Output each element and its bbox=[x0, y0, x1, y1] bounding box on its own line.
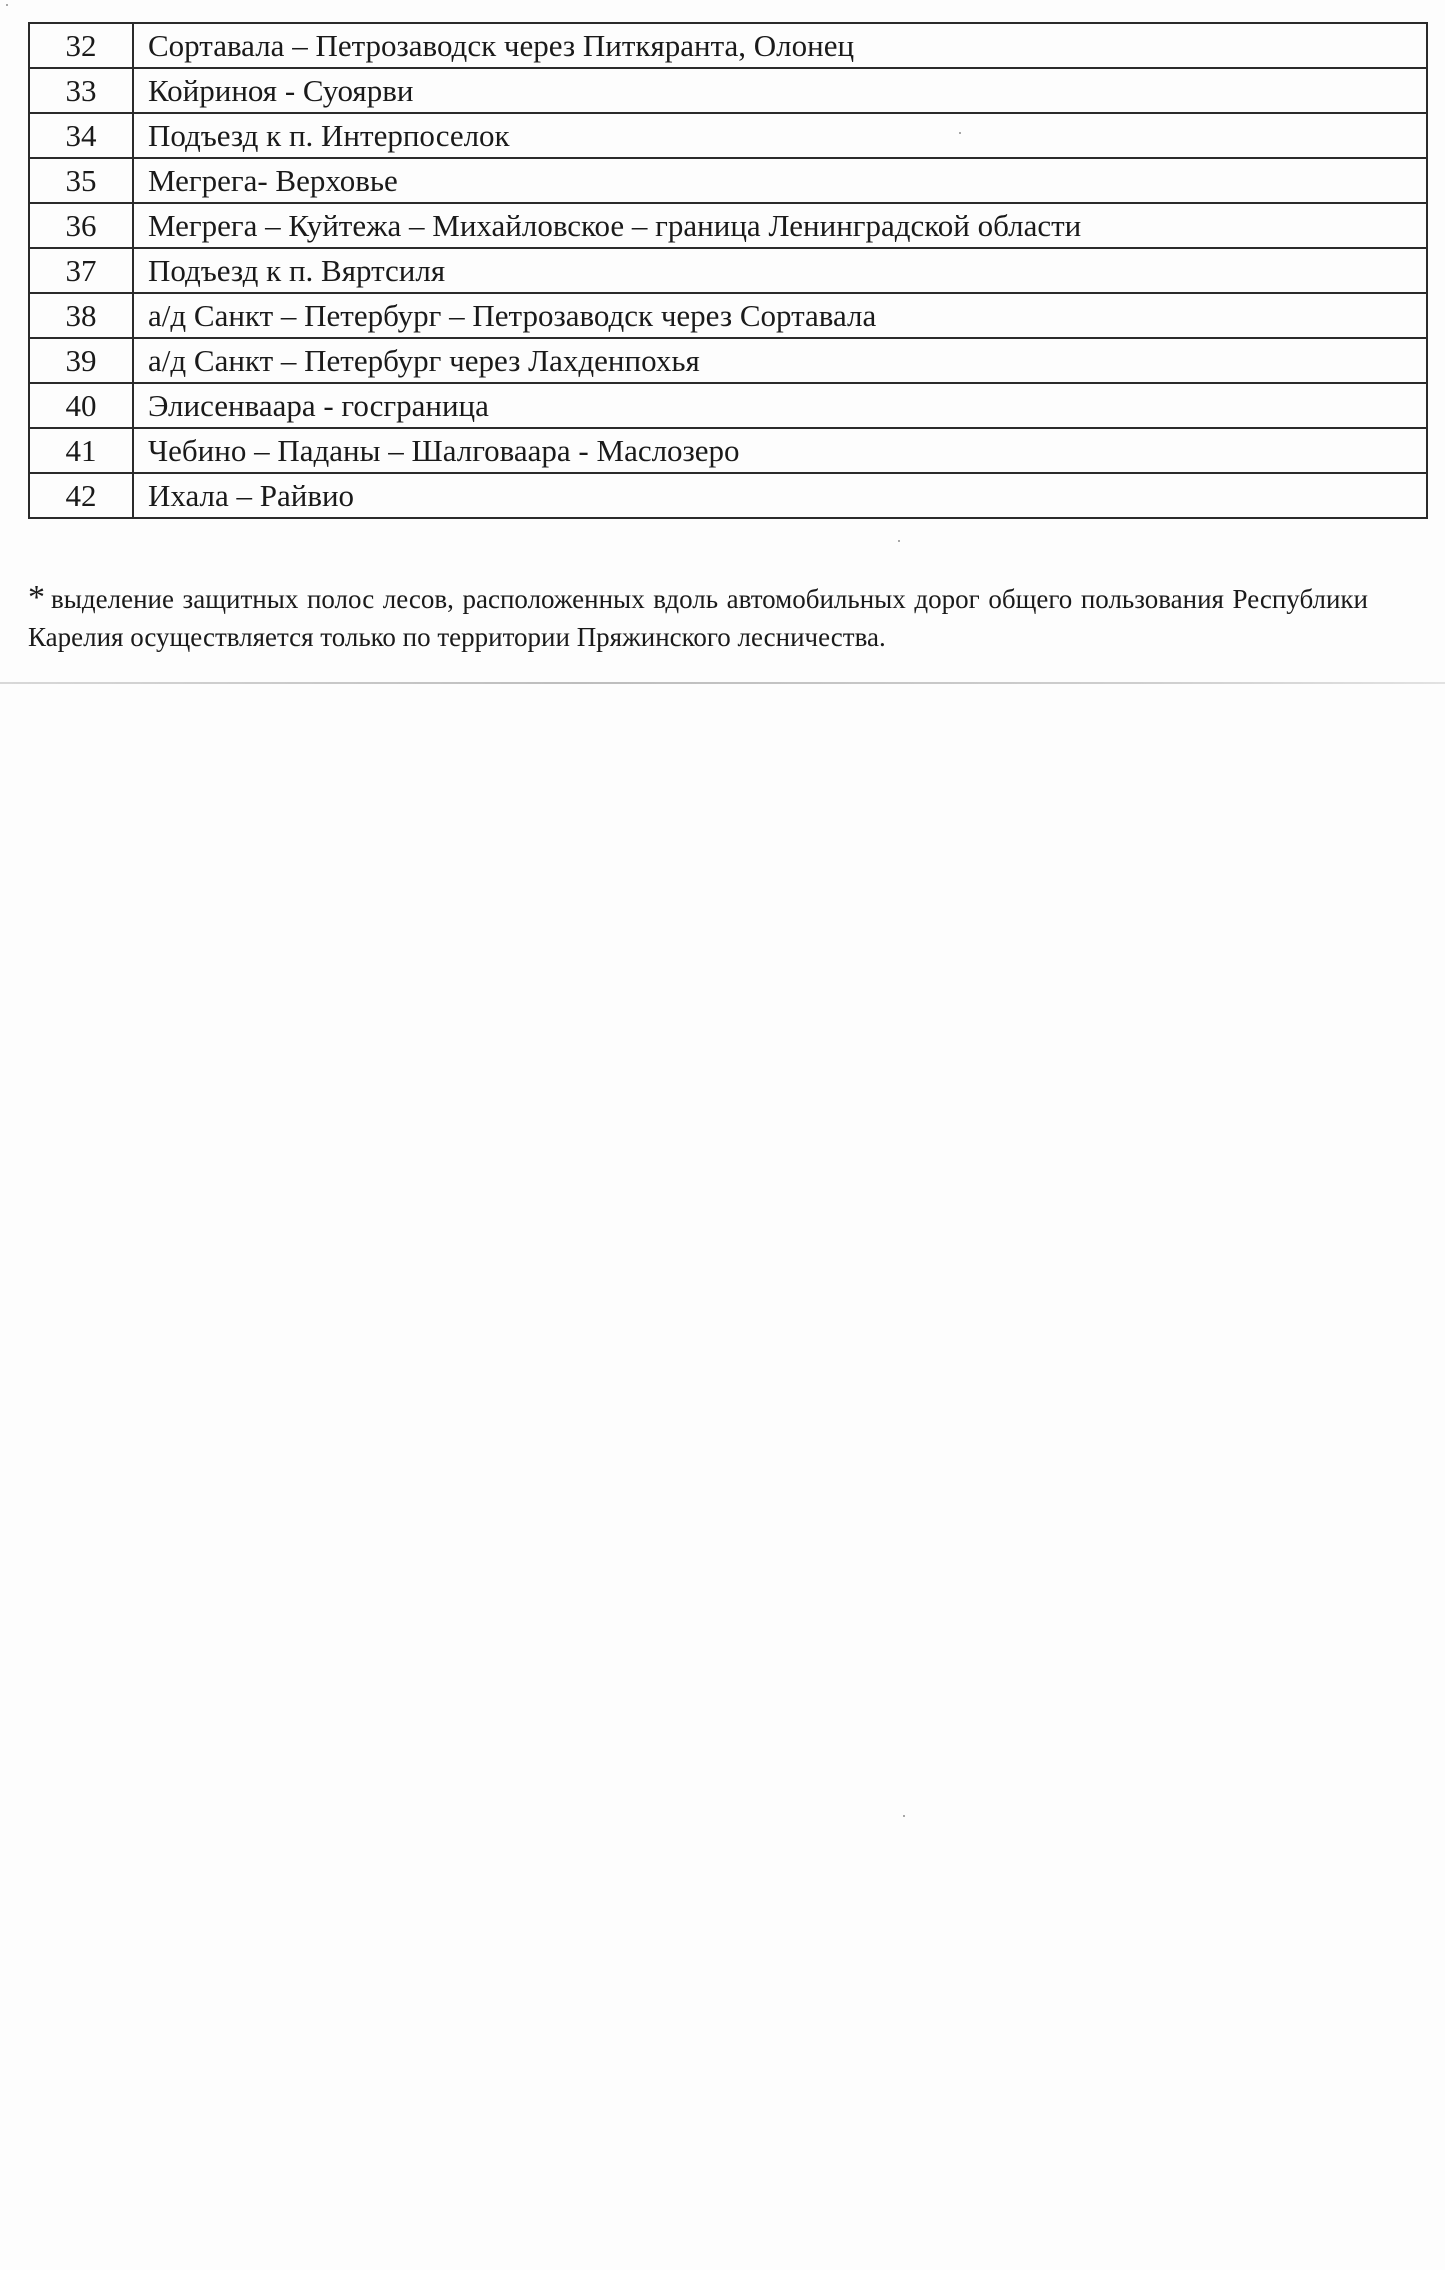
row-number: 32 bbox=[29, 23, 133, 68]
page-edge-line bbox=[0, 682, 1445, 684]
scan-speck bbox=[903, 1815, 905, 1817]
row-number: 42 bbox=[29, 473, 133, 518]
row-number: 38 bbox=[29, 293, 133, 338]
road-name: Койриноя - Суоярви bbox=[133, 68, 1427, 113]
road-name: Элисенваара - госграница bbox=[133, 383, 1427, 428]
table-row bbox=[29, 248, 1427, 293]
road-name: Чебино – Паданы – Шалговаара - Маслозеро bbox=[133, 428, 1427, 473]
road-name: Мегрега – Куйтежа – Михайловское – граница Ленинградской области bbox=[133, 203, 1427, 248]
roads-table bbox=[28, 22, 1428, 519]
road-name: Сортавала – Петрозаводск через Питкяранта, Олонец bbox=[133, 23, 1427, 68]
road-name: а/д Санкт – Петербург – Петрозаводск через Сортавала bbox=[133, 293, 1427, 338]
scan-speck bbox=[6, 4, 8, 6]
row-number: 35 bbox=[29, 158, 133, 203]
table-row bbox=[29, 293, 1427, 338]
road-name: Ихала – Райвио bbox=[133, 473, 1427, 518]
road-name: а/д Санкт – Петербург через Лахденпохья bbox=[133, 338, 1427, 383]
table-row bbox=[29, 338, 1427, 383]
road-name: Подъезд к п. Вяртсиля bbox=[133, 248, 1427, 293]
road-name: Подъезд к п. Интерпоселок bbox=[133, 113, 1427, 158]
table-row bbox=[29, 23, 1427, 68]
table-row bbox=[29, 203, 1427, 248]
table-row bbox=[29, 473, 1427, 518]
row-number: 41 bbox=[29, 428, 133, 473]
footnote-marker: * bbox=[28, 579, 45, 616]
row-number: 34 bbox=[29, 113, 133, 158]
row-number: 39 bbox=[29, 338, 133, 383]
row-number: 36 bbox=[29, 203, 133, 248]
row-number: 40 bbox=[29, 383, 133, 428]
scan-speck bbox=[898, 540, 900, 542]
table-row bbox=[29, 428, 1427, 473]
road-name: Мегрега- Верховье bbox=[133, 158, 1427, 203]
footnote-text: выделение защитных полос лесов, расположенных вдоль автомобильных дорог общего пользования Республики Карелия осуществляется только по территории Пряжинского лесничества. bbox=[28, 584, 1368, 652]
scan-speck bbox=[959, 132, 961, 134]
table-row bbox=[29, 158, 1427, 203]
table-row bbox=[29, 113, 1427, 158]
table-row bbox=[29, 383, 1427, 428]
row-number: 37 bbox=[29, 248, 133, 293]
footnote bbox=[28, 579, 1368, 656]
table-row bbox=[29, 68, 1427, 113]
row-number: 33 bbox=[29, 68, 133, 113]
roads-table-body bbox=[29, 23, 1427, 518]
